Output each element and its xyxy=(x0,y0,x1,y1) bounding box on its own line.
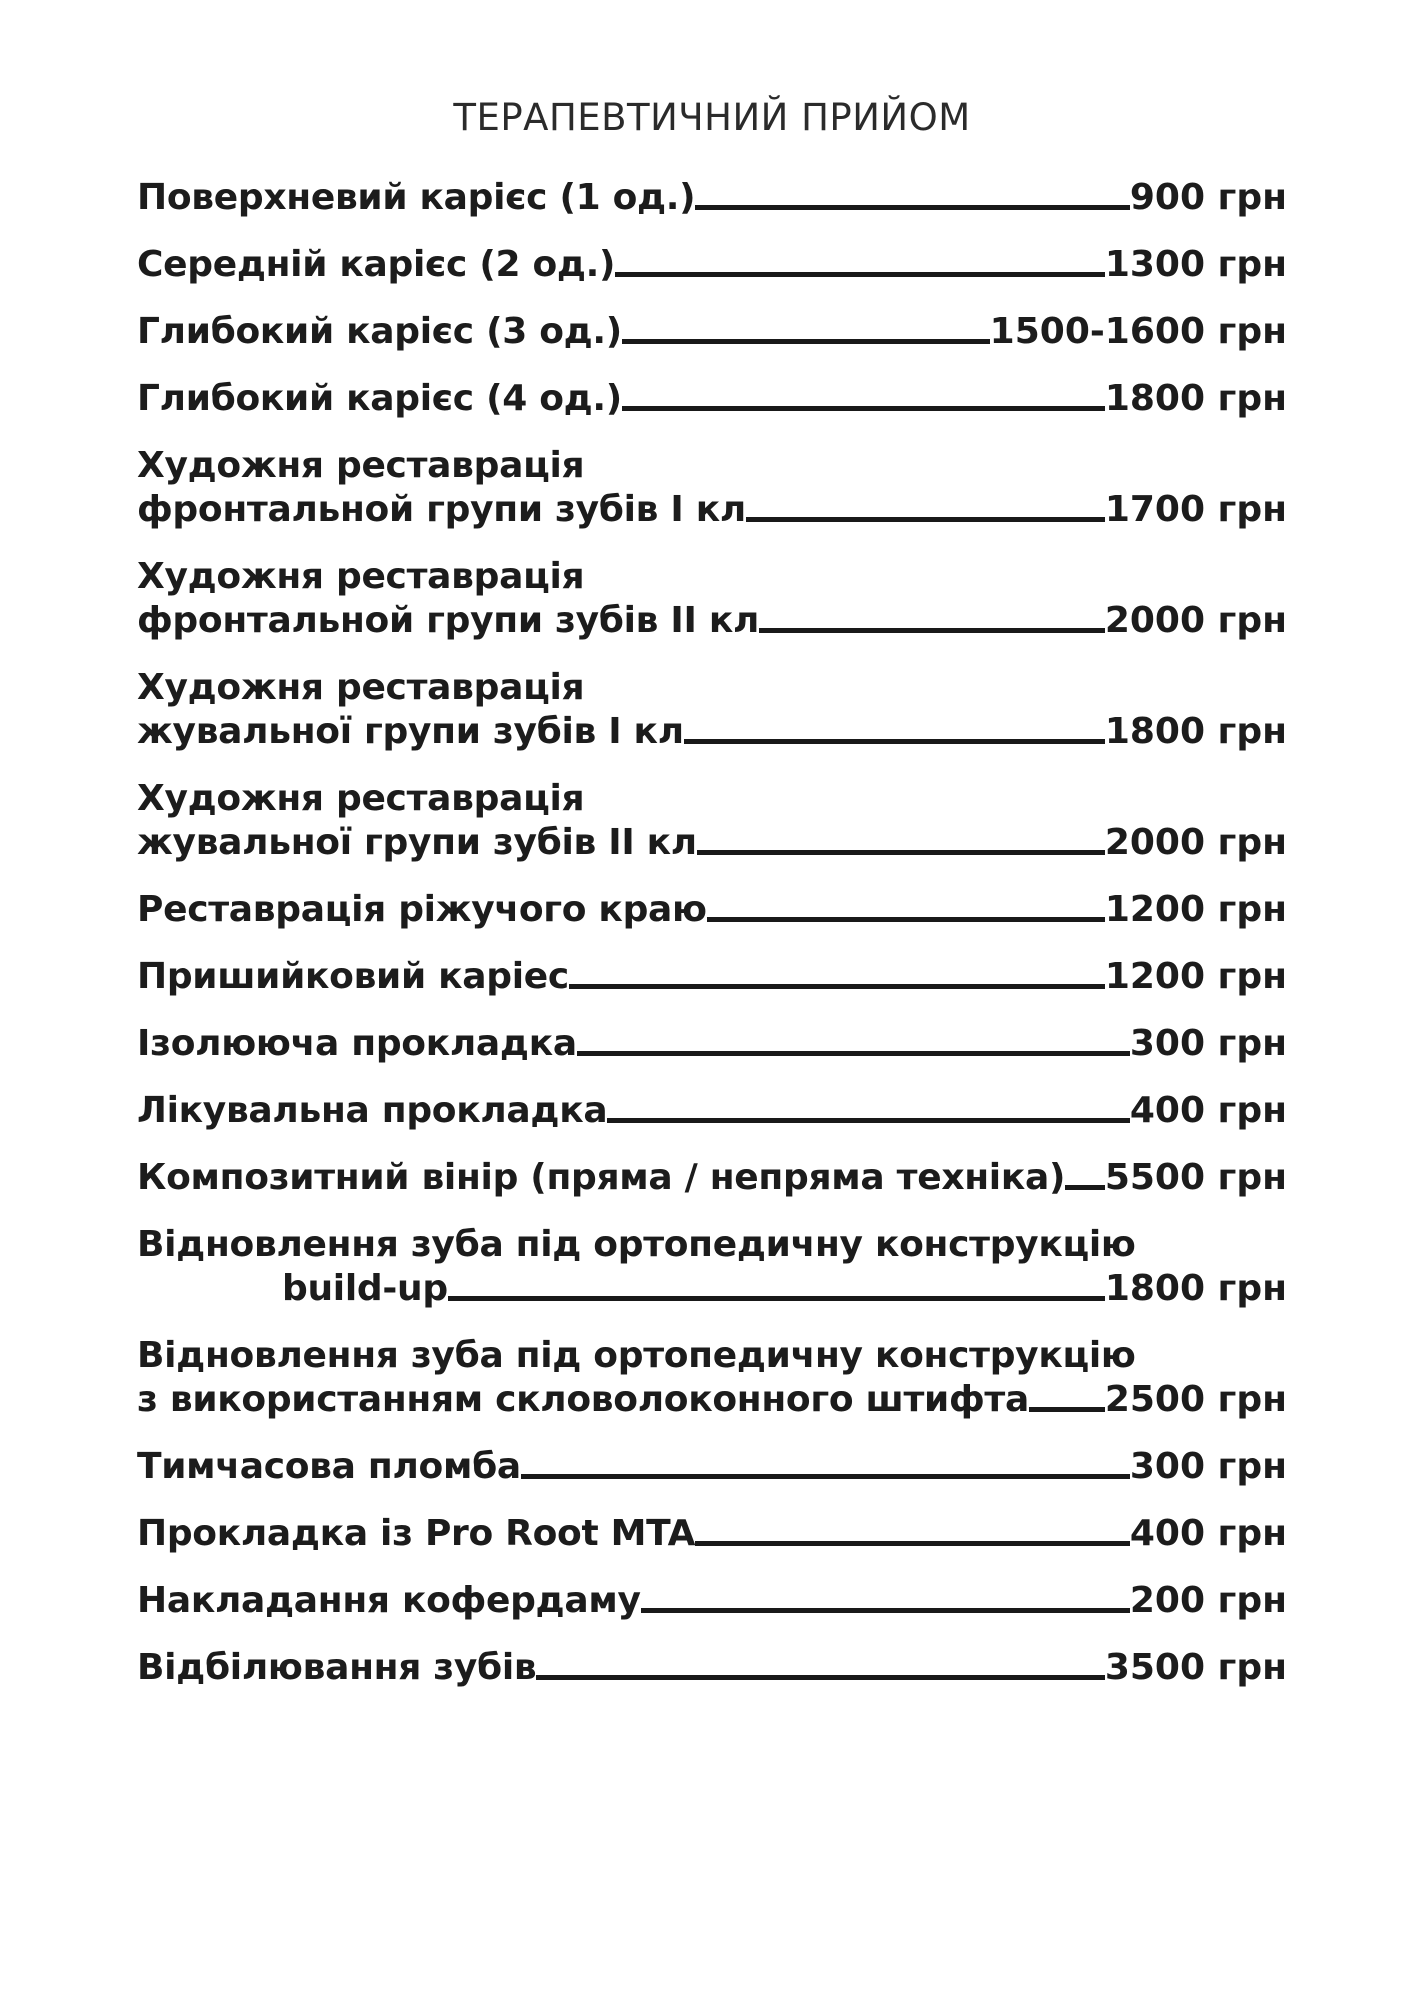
price-list-line xyxy=(137,599,1287,643)
price-list-line xyxy=(137,955,1287,999)
underscore-fill-line xyxy=(1029,1407,1105,1412)
price-list-line xyxy=(137,1512,1287,1556)
underscore-fill-line xyxy=(695,1541,1130,1546)
service-name: Відновлення зуба під ортопедичну конструкцію xyxy=(137,1224,1136,1265)
price-list-line xyxy=(137,1156,1287,1200)
service-name: Художня реставрація xyxy=(137,778,585,819)
service-name: з використанням скловолоконного штифта xyxy=(137,1379,1029,1420)
underscore-fill-line xyxy=(641,1608,1130,1613)
service-price: 2000 грн xyxy=(1104,822,1287,863)
underscore-fill-line xyxy=(448,1296,1105,1301)
service-price: 1800 грн xyxy=(1104,378,1287,419)
price-list-line xyxy=(137,176,1287,220)
price-list-line xyxy=(137,710,1287,754)
underscore-fill-line xyxy=(707,917,1105,922)
page-title: ТЕРАПЕВТИЧНИЙ ПРИЙОМ xyxy=(453,96,971,139)
price-list-line xyxy=(137,666,1287,710)
underscore-fill-line xyxy=(569,984,1105,989)
underscore-fill-line xyxy=(1065,1185,1105,1190)
price-list-row xyxy=(137,1223,1287,1311)
price-list-line xyxy=(137,1579,1287,1623)
service-name: Художня реставрація xyxy=(137,556,585,597)
price-list-line xyxy=(137,444,1287,488)
underscore-fill-line xyxy=(607,1118,1130,1123)
service-price: 900 грн xyxy=(1129,177,1287,218)
price-list-row xyxy=(137,888,1287,932)
price-list-row xyxy=(137,1512,1287,1556)
service-price: 2000 грн xyxy=(1104,600,1287,641)
service-name: жувальної групи зубів I кл xyxy=(137,711,684,752)
service-name: жувальної групи зубів II кл xyxy=(137,822,697,863)
price-list-line xyxy=(137,555,1287,599)
price-list-row xyxy=(137,1089,1287,1133)
underscore-fill-line xyxy=(622,406,1105,411)
price-list-row xyxy=(137,1445,1287,1489)
price-list-row xyxy=(137,666,1287,754)
service-name: Прокладка із Pro Root MTA xyxy=(137,1513,696,1554)
price-list-line xyxy=(137,1022,1287,1066)
price-list-row xyxy=(137,176,1287,220)
service-name: Художня реставрація xyxy=(137,667,585,708)
price-list-row xyxy=(137,243,1287,287)
underscore-fill-line xyxy=(622,339,990,344)
service-name: Відбілювання зубів xyxy=(137,1647,537,1688)
price-list-row xyxy=(137,1022,1287,1066)
underscore-fill-line xyxy=(615,272,1105,277)
service-price: 1200 грн xyxy=(1104,956,1287,997)
service-price: 1800 грн xyxy=(1104,711,1287,752)
price-list-row xyxy=(137,1646,1287,1690)
service-name: Ізолююча прокладка xyxy=(137,1023,577,1064)
service-name: Пришийковий каріес xyxy=(137,956,569,997)
service-price: 1800 грн xyxy=(1104,1268,1287,1309)
price-list-line xyxy=(137,1089,1287,1133)
service-name: Поверхневий карієс (1 од.) xyxy=(137,177,696,218)
service-name: Середній карієс (2 од.) xyxy=(137,244,616,285)
service-price: 400 грн xyxy=(1129,1513,1287,1554)
service-price: 1200 грн xyxy=(1104,889,1287,930)
underscore-fill-line xyxy=(536,1675,1104,1680)
price-list-line xyxy=(137,1445,1287,1489)
price-list-line xyxy=(137,243,1287,287)
underscore-fill-line xyxy=(684,739,1105,744)
price-list-row xyxy=(137,555,1287,643)
service-name: Лікувальна прокладка xyxy=(137,1090,608,1131)
price-list-line xyxy=(137,310,1287,354)
price-list-row xyxy=(137,1334,1287,1422)
underscore-fill-line xyxy=(577,1051,1130,1056)
service-name: build-up xyxy=(282,1268,448,1309)
underscore-fill-line xyxy=(697,850,1105,855)
price-list-line xyxy=(137,1223,1287,1267)
price-list-line xyxy=(137,1267,1287,1311)
service-price: 400 грн xyxy=(1129,1090,1287,1131)
service-name: фронтальной групи зубів I кл xyxy=(137,489,746,530)
underscore-fill-line xyxy=(695,205,1130,210)
service-price: 3500 грн xyxy=(1104,1647,1287,1688)
service-name: Тимчасова пломба xyxy=(137,1446,521,1487)
price-list-line xyxy=(137,1646,1287,1690)
service-name: Відновлення зуба під ортопедичну конструкцію xyxy=(137,1335,1136,1376)
service-price: 300 грн xyxy=(1129,1023,1287,1064)
price-list-row xyxy=(137,310,1287,354)
underscore-fill-line xyxy=(746,517,1105,522)
price-list-line xyxy=(137,777,1287,821)
price-list-row xyxy=(137,444,1287,532)
service-name: Композитний вінір (пряма / непряма техніка) xyxy=(137,1157,1066,1198)
price-list-row xyxy=(137,955,1287,999)
service-name: Глибокий карієс (3 од.) xyxy=(137,311,622,352)
price-list-line xyxy=(137,888,1287,932)
underscore-fill-line xyxy=(521,1474,1130,1479)
price-list-line xyxy=(137,377,1287,421)
price-list-row xyxy=(137,777,1287,865)
service-price: 200 грн xyxy=(1129,1580,1287,1621)
service-name: Накладання кофердаму xyxy=(137,1580,641,1621)
price-list-row xyxy=(137,1156,1287,1200)
price-list xyxy=(137,176,1287,1690)
service-price: 1300 грн xyxy=(1104,244,1287,285)
price-list-row xyxy=(137,1579,1287,1623)
underscore-fill-line xyxy=(759,628,1105,633)
service-price: 2500 грн xyxy=(1104,1379,1287,1420)
service-price: 1700 грн xyxy=(1104,489,1287,530)
service-price: 1500-1600 грн xyxy=(989,311,1287,352)
price-list-line xyxy=(137,1378,1287,1422)
price-list-line xyxy=(137,1334,1287,1378)
service-name: Глибокий карієс (4 од.) xyxy=(137,378,622,419)
service-name: Художня реставрація xyxy=(137,445,585,486)
price-list-row xyxy=(137,377,1287,421)
service-price: 5500 грн xyxy=(1104,1157,1287,1198)
price-list-line xyxy=(137,488,1287,532)
service-name: фронтальной групи зубів II кл xyxy=(137,600,760,641)
service-price: 300 грн xyxy=(1129,1446,1287,1487)
price-list-line xyxy=(137,821,1287,865)
service-name: Реставрація ріжучого краю xyxy=(137,889,707,930)
